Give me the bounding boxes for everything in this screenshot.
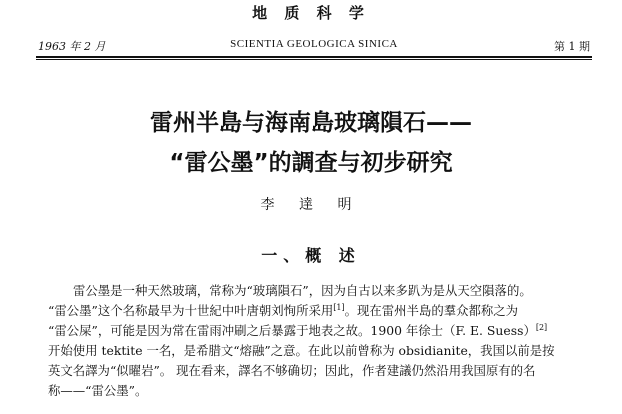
body-text: “雷公屎”，可能是因为常在雷雨冲刷之后暴露于地表之故。1900 年徐士（F. E. Suess） xyxy=(48,323,536,338)
body-line xyxy=(48,301,608,321)
issue-date: 1963 年 2 月 xyxy=(38,40,106,53)
section-heading: 一、概 述 xyxy=(261,246,361,265)
body-text: “雷公墨”这个名称最早为十世紀中叶唐朝刘恂所采用 xyxy=(48,303,334,318)
article-body xyxy=(48,281,608,401)
journal-name: 地 质 科 学 xyxy=(252,4,370,22)
body-text: 。现在雷州半島的羣众都称之为 xyxy=(344,303,519,318)
body-line: 开始使用 tektite 一名，是希腊文“熔融”之意。在此以前曾称为 obsidianite，我国以前是按 xyxy=(48,343,555,358)
journal-latin-name: SCIENTIA GEOLOGICA SINICA xyxy=(230,38,398,50)
body-line xyxy=(48,321,608,341)
body-line: 英文名譯为“似曜岩”。 现在看来，譯名不够确切；因此，作者建議仍然沿用我国原有的名 xyxy=(48,363,536,378)
body-line: 雷公墨是一种天然玻璃，常称为“玻璃隕石”，因为自古以来多趴为是从天空隕落的。 xyxy=(73,283,532,298)
header-rule-top xyxy=(36,56,592,58)
body-line: 称——“雷公墨”。 xyxy=(48,383,148,398)
reference-marker[interactable]: [1] xyxy=(333,302,345,312)
article-title-line-2: “雷公墨”的調查与初步研究 xyxy=(169,150,453,176)
header-rule-bottom xyxy=(36,59,592,60)
article-title-line-1: 雷州半島与海南島玻璃隕石—— xyxy=(150,110,472,136)
article-author: 李 達 明 xyxy=(260,197,362,213)
reference-marker[interactable]: [2] xyxy=(535,322,548,332)
running-header xyxy=(38,38,590,54)
issue-number: 第 1 期 xyxy=(554,40,590,53)
